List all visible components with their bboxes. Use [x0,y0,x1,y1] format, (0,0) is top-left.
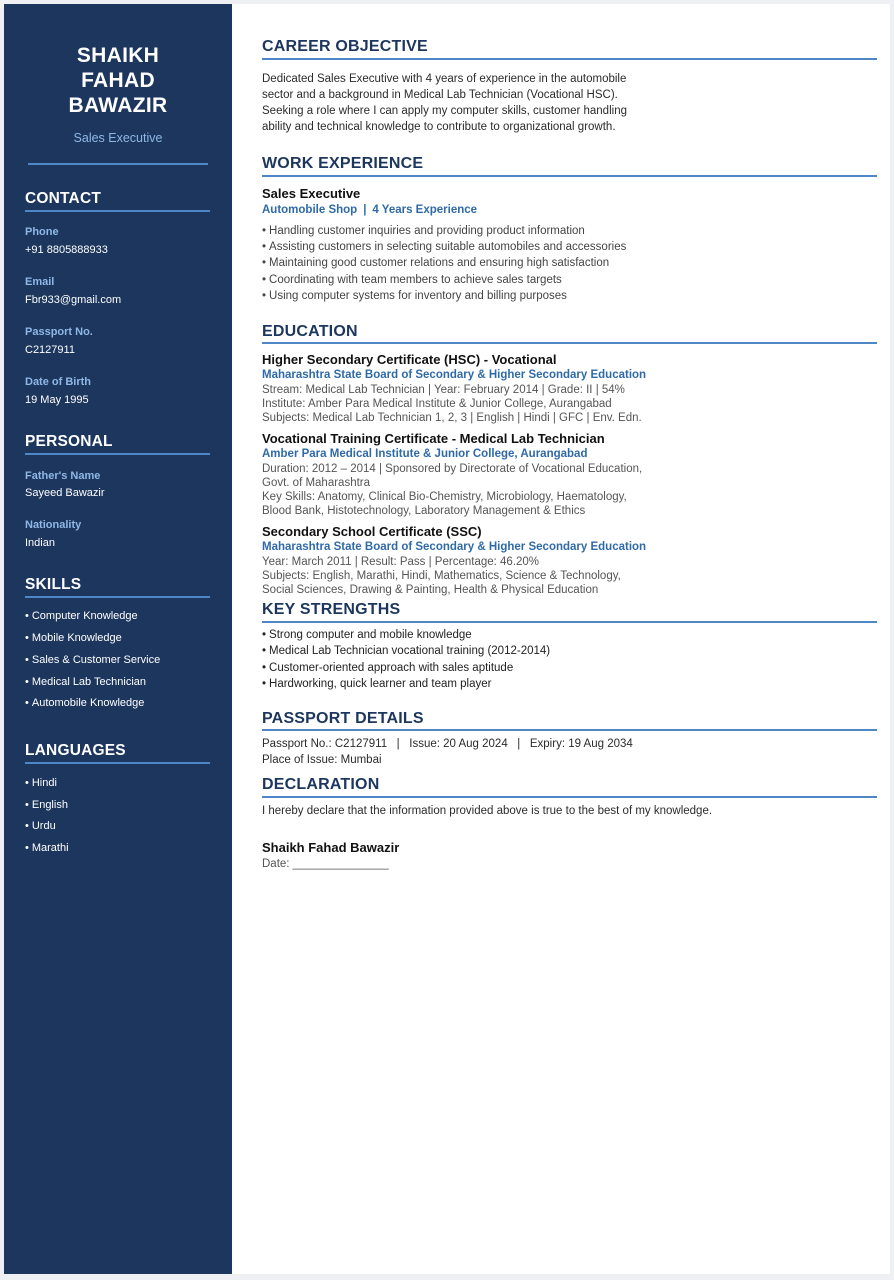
passport-details-divider [262,729,877,731]
education-board: Maharashtra State Board of Secondary & Higher Secondary Education [262,369,647,381]
education-detail: Subjects: Medical Lab Technician 1, 2, 3 | English | Hindi | GFC | Env. Edn. [262,412,642,424]
education-detail: Blood Bank, Histotechnology, Laboratory Management & Ethics [262,505,586,517]
declaration-text: I hereby declare that the information provided above is true to the best of my knowledge. [262,805,713,817]
languages-divider [25,762,210,764]
resume-page [4,4,890,1274]
dob-label: Date of Birth [25,376,91,388]
skills-divider [25,596,210,598]
personal-heading: PERSONAL [25,433,113,450]
sidebar [4,4,232,1274]
nationality-label: Nationality [25,519,82,531]
strength-item: • Hardworking, quick learner and team player [262,678,491,690]
language-item: • English [25,799,68,811]
strength-item: • Strong computer and mobile knowledge [262,629,472,641]
contact-heading: CONTACT [25,190,102,207]
education-board: Amber Para Medical Institute & Junior College, Aurangabad [262,448,588,460]
education-detail: Social Sciences, Drawing & Painting, Health & Physical Education [262,584,599,596]
education-detail: Subjects: English, Marathi, Hindi, Mathematics, Science & Technology, [262,570,621,582]
education-board: Maharashtra State Board of Secondary & Higher Secondary Education [262,541,647,553]
phone-value: +91 8805888933 [25,244,108,256]
email-value: Fbr933@gmail.com [25,294,122,306]
skill-item: • Medical Lab Technician [25,676,146,688]
strength-item: • Customer-oriented approach with sales aptitude [262,662,513,674]
objective-line: Seeking a role where I can apply my computer skills, customer handling [262,105,627,117]
passport-label: Passport No. [25,326,93,338]
education-title: Secondary School Certificate (SSC) [262,524,482,539]
date-field: Date: _______________ [262,858,389,870]
education-heading: EDUCATION [262,323,358,340]
personal-divider [25,453,210,455]
experience-bullet: • Using computer systems for inventory and billing purposes [262,290,567,302]
education-detail: Duration: 2012 – 2014 | Sponsored by Directorate of Vocational Education, [262,463,643,475]
passport-issue-place: Place of Issue: Mumbai [262,754,382,766]
candidate-name [4,43,232,118]
father-name-label: Father's Name [25,470,101,482]
education-detail: Govt. of Maharashtra [262,477,371,489]
job-duration: 4 Years Experience [372,204,478,216]
father-name-value: Sayeed Bawazir [25,487,105,499]
key-strengths-divider [262,621,877,623]
education-divider [262,342,877,344]
email-label: Email [25,276,55,288]
skill-item: • Sales & Customer Service [25,654,160,666]
objective-line: Dedicated Sales Executive with 4 years of experience in the automobile [262,73,627,85]
name-divider [28,163,208,165]
dob-value: 19 May 1995 [25,394,89,406]
name-line-2: FAHAD [81,69,155,92]
career-objective-divider [262,58,877,60]
education-detail: Key Skills: Anatomy, Clinical Bio-Chemistry, Microbiology, Haematology, [262,491,627,503]
job-company-line: Automobile Shop | 4 Years Experience [262,204,478,216]
name-line-1: SHAIKH [76,44,160,67]
passport-details-heading: PASSPORT DETAILS [262,710,424,727]
objective-line: sector and a background in Medical Lab Technician (Vocational HSC). [262,89,618,101]
job-company: Automobile Shop [262,204,358,216]
declaration-heading: DECLARATION [262,776,380,793]
objective-line: ability and technical knowledge to contribute to organizational growth. [262,121,616,133]
contact-divider [25,210,210,212]
experience-bullet: • Coordinating with team members to achieve sales targets [262,274,562,286]
education-title: Higher Secondary Certificate (HSC) - Vocational [262,352,557,367]
experience-bullet: • Assisting customers in selecting suitable automobiles and accessories [262,241,626,253]
strength-item: • Medical Lab Technician vocational training (2012-2014) [262,645,550,657]
phone-label: Phone [25,226,59,238]
career-objective-heading: CAREER OBJECTIVE [262,38,428,55]
skill-item: • Automobile Knowledge [25,697,144,709]
experience-bullet: • Handling customer inquiries and providing product information [262,225,585,237]
language-item: • Hindi [25,777,57,789]
skill-item: • Computer Knowledge [25,610,138,622]
education-title: Vocational Training Certificate - Medical Lab Technician [262,431,605,446]
work-experience-divider [262,175,877,177]
passport-detail-line: Passport No.: C2127911 | Issue: 20 Aug 2024 | Expiry: 19 Aug 2034 [262,738,633,750]
passport-value: C2127911 [25,344,75,356]
education-detail: Year: March 2011 | Result: Pass | Percentage: 46.20% [262,556,540,568]
language-item: • Marathi [25,842,69,854]
job-position: Sales Executive [262,186,361,201]
experience-bullet: • Maintaining good customer relations and ensuring high satisfaction [262,257,609,269]
signature-name: Shaikh Fahad Bawazir [262,840,400,855]
languages-heading: LANGUAGES [25,742,126,759]
education-detail: Stream: Medical Lab Technician | Year: February 2014 | Grade: II | 54% [262,384,625,396]
job-title: Sales Executive [73,131,163,145]
nationality-value: Indian [25,537,55,549]
language-item: • Urdu [25,820,56,832]
name-line-3: BAWAZIR [68,94,168,117]
key-strengths-heading: KEY STRENGTHS [262,601,401,618]
skill-item: • Mobile Knowledge [25,632,122,644]
education-detail: Institute: Amber Para Medical Institute & Junior College, Aurangabad [262,398,612,410]
work-experience-heading: WORK EXPERIENCE [262,155,424,172]
skills-heading: SKILLS [25,576,82,593]
declaration-divider [262,796,877,798]
